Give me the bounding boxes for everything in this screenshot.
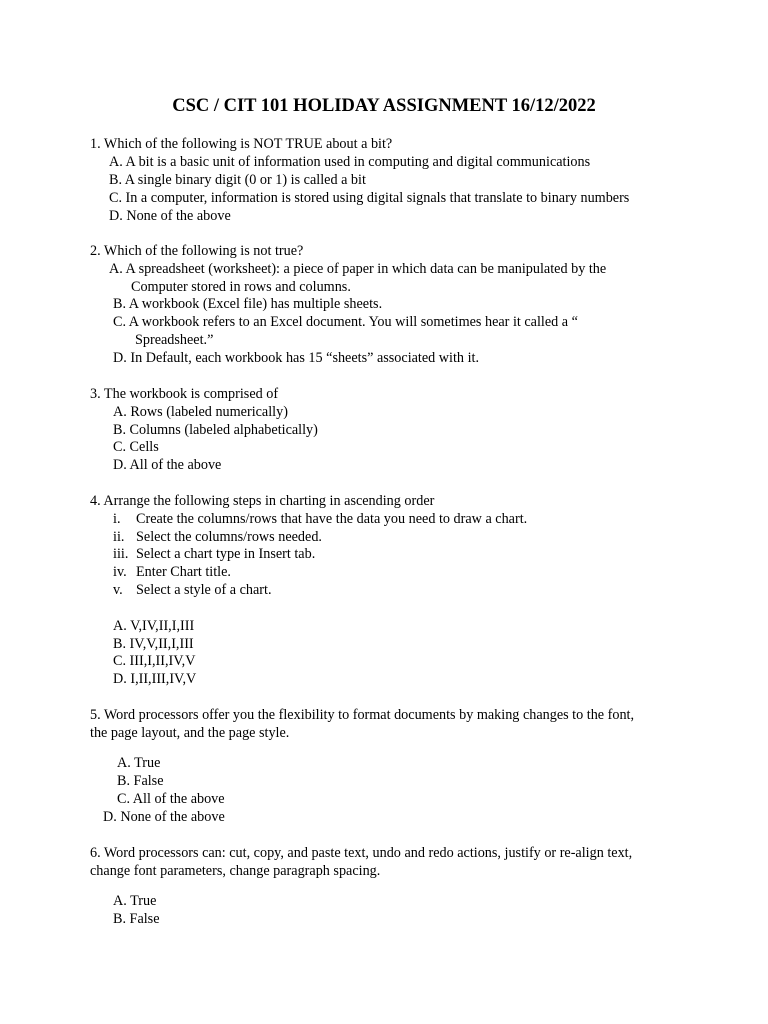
question-1-option-c: C. In a computer, information is stored using digital signals that translate to binary numbers: [109, 190, 630, 206]
question-2-option-a-continued: Computer stored in rows and columns.: [131, 279, 351, 295]
step-5-number: v.: [113, 582, 123, 598]
question-1-option-d: D. None of the above: [109, 208, 231, 224]
question-4-text: 4. Arrange the following steps in charting in ascending order: [90, 493, 435, 509]
question-4-option-b: B. IV,V,II,I,III: [113, 636, 194, 652]
step-3-text: Select a chart type in Insert tab.: [136, 546, 316, 562]
page-title: CSC / CIT 101 HOLIDAY ASSIGNMENT 16/12/2022: [172, 96, 596, 116]
question-1-option-b: B. A single binary digit (0 or 1) is called a bit: [109, 172, 366, 188]
question-1-text: 1. Which of the following is NOT TRUE about a bit?: [90, 136, 393, 152]
step-4-number: iv.: [113, 564, 127, 580]
step-1-text: Create the columns/rows that have the data you need to draw a chart.: [136, 511, 528, 527]
question-2-option-b: B. A workbook (Excel file) has multiple sheets.: [113, 296, 383, 312]
question-3-option-d: D. All of the above: [113, 457, 222, 473]
step-2-number: ii.: [113, 529, 125, 545]
question-6-text: 6. Word processors can: cut, copy, and paste text, undo and redo actions, justify or re-align text,: [90, 845, 633, 861]
step-5-text: Select a style of a chart.: [136, 582, 272, 598]
question-5-text-continued: the page layout, and the page style.: [90, 725, 290, 741]
question-3-option-b: B. Columns (labeled alphabetically): [113, 422, 318, 438]
question-5-option-d: D. None of the above: [103, 809, 225, 825]
step-1-number: i.: [113, 511, 121, 527]
question-2-option-c-continued: Spreadsheet.”: [135, 332, 214, 348]
question-3-option-a: A. Rows (labeled numerically): [113, 404, 288, 420]
question-4-option-d: D. I,II,III,IV,V: [113, 671, 197, 687]
question-2-text: 2. Which of the following is not true?: [90, 243, 304, 259]
step-4-text: Enter Chart title.: [136, 564, 231, 580]
step-3-number: iii.: [113, 546, 129, 562]
question-5-option-c: C. All of the above: [117, 791, 225, 807]
question-5-option-b: B. False: [117, 773, 164, 789]
question-2-option-d: D. In Default, each workbook has 15 “sheets” associated with it.: [113, 350, 480, 366]
question-4-option-c: C. III,I,II,IV,V: [113, 653, 196, 669]
question-5-option-a: A. True: [117, 755, 161, 771]
question-2-option-c: C. A workbook refers to an Excel document. You will sometimes hear it called a “: [113, 314, 578, 330]
question-6-option-a: A. True: [113, 893, 157, 909]
question-3-text: 3. The workbook is comprised of: [90, 386, 279, 402]
question-6-option-b: B. False: [113, 911, 160, 927]
question-6-text-continued: change font parameters, change paragraph spacing.: [90, 863, 381, 879]
question-3-option-c: C. Cells: [113, 439, 159, 455]
question-5-text: 5. Word processors offer you the flexibility to format documents by making changes to the font,: [90, 707, 635, 723]
step-2-text: Select the columns/rows needed.: [136, 529, 322, 545]
question-1-option-a: A. A bit is a basic unit of information used in computing and digital communications: [109, 154, 591, 170]
question-2-option-a: A. A spreadsheet (worksheet): a piece of paper in which data can be manipulated by the: [109, 261, 607, 277]
question-4-option-a: A. V,IV,II,I,III: [113, 618, 195, 634]
